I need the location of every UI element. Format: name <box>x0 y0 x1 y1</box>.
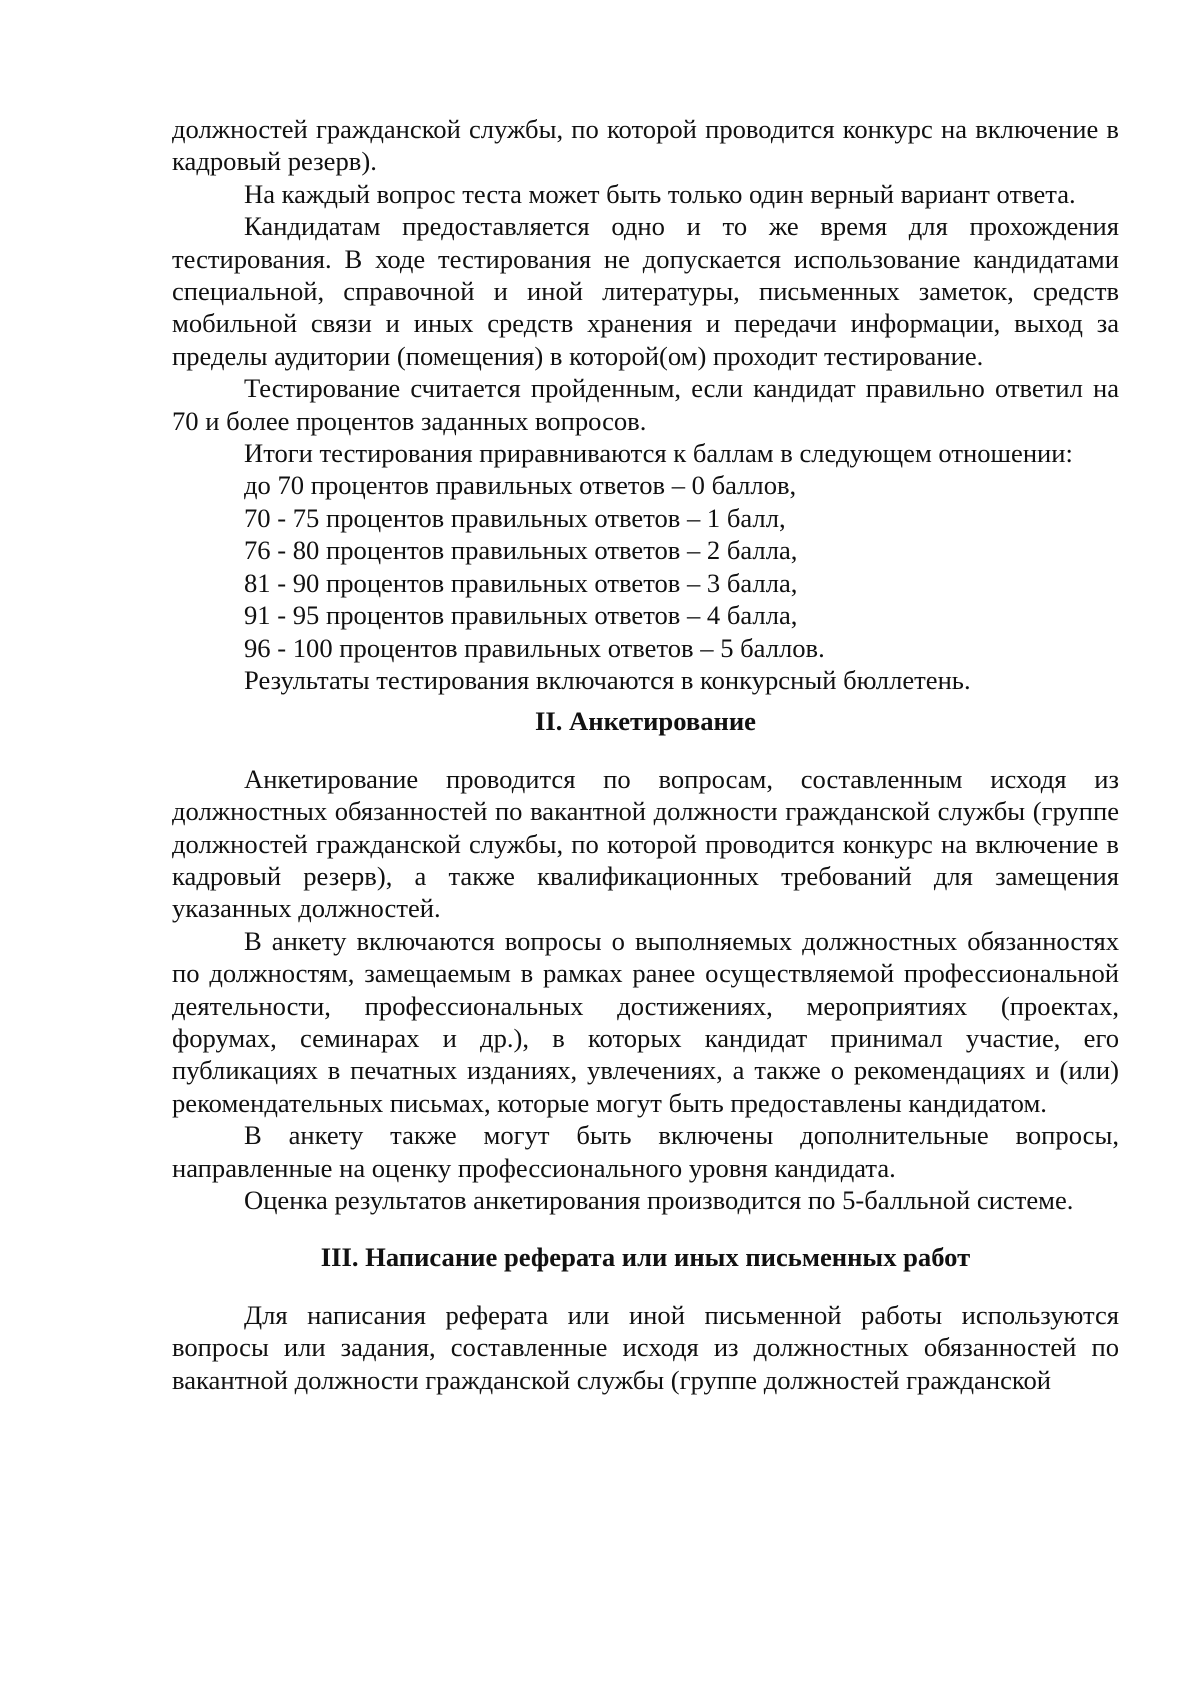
section-heading-questionnaire: II. Анкетирование <box>535 706 756 737</box>
testing-paragraph-pass-threshold: Тестирование считается пройденным, если кандидат правильно ответил на 70 и более процентов заданных вопросов. <box>172 373 1119 436</box>
testing-paragraph-rules: Кандидатам предоставляется одно и то же время для прохождения тестирования. В ходе тестирования не допускается использование кандидатами специальной, справочной и иной литературы, письменных заметок, средств мобильной связи и иных средств хранения и передачи информации, выход за пределы аудитории (помещения) в которой(ом) проходит тестирование. <box>172 211 1119 371</box>
score-list-item: 81 - 90 процентов правильных ответов – 3 балла, <box>244 567 798 598</box>
questionnaire-paragraph-basis: Анкетирование проводится по вопросам, составленным исходя из должностных обязанностей по вакантной должности гражданской службы (группе должностей гражданской службы, по которой проводится конкурс на включение в кадровый резерв), а также квалификационных требований для замещения указанных должностей. <box>172 763 1119 924</box>
testing-paragraph-one-answer: На каждый вопрос теста может быть только один верный вариант ответа. <box>244 178 1076 209</box>
score-list <box>172 469 1119 663</box>
questionnaire-paragraph-additional: В анкету также могут быть включены дополнительные вопросы, направленные на оценку профессионального уровня кандидата. <box>172 1120 1119 1183</box>
testing-closing-paragraph: Результаты тестирования включаются в конкурсный бюллетень. <box>244 664 971 695</box>
score-list-item: 96 - 100 процентов правильных ответов – 5 баллов. <box>244 632 825 663</box>
document-page <box>172 113 1119 1396</box>
questionnaire-paragraph-contents: В анкету включаются вопросы о выполняемых должностных обязанностях по должностям, замещаемым в рамках ранее осуществляемой профессиональной деятельности, профессиональных достижениях, мероприятиях (проектах, форумах, семинарах и др.), в которых кандидат принимал участие, его публикациях в печатных изданиях, увлечениях, а также о рекомендациях и (или) рекомендательных письмах, которые могут быть предоставлены кандидатом. <box>172 925 1119 1118</box>
continuation-paragraph: должностей гражданской службы, по которой проводится конкурс на включение в кадровый резерв). <box>172 114 1119 177</box>
questionnaire-paragraph-grading: Оценка результатов анкетирования производится по 5-балльной системе. <box>244 1185 1074 1215</box>
score-list-item: 70 - 75 процентов правильных ответов – 1 балл, <box>244 502 786 533</box>
section-heading-essay: III. Написание реферата или иных письменных работ <box>320 1242 971 1273</box>
score-list-item: 91 - 95 процентов правильных ответов – 4 балла, <box>244 600 798 631</box>
essay-paragraph: Для написания реферата или иной письменной работы используются вопросы или задания, составленные исходя из должностных обязанностей по вакантной должности гражданской службы (группе должностей гражданской <box>172 1299 1119 1395</box>
score-list-item: до 70 процентов правильных ответов – 0 баллов, <box>244 470 797 501</box>
score-list-item: 76 - 80 процентов правильных ответов – 2 балла, <box>244 535 798 566</box>
testing-paragraph-scoring-intro: Итоги тестирования приравниваются к баллам в следующем отношении: <box>244 438 1073 469</box>
